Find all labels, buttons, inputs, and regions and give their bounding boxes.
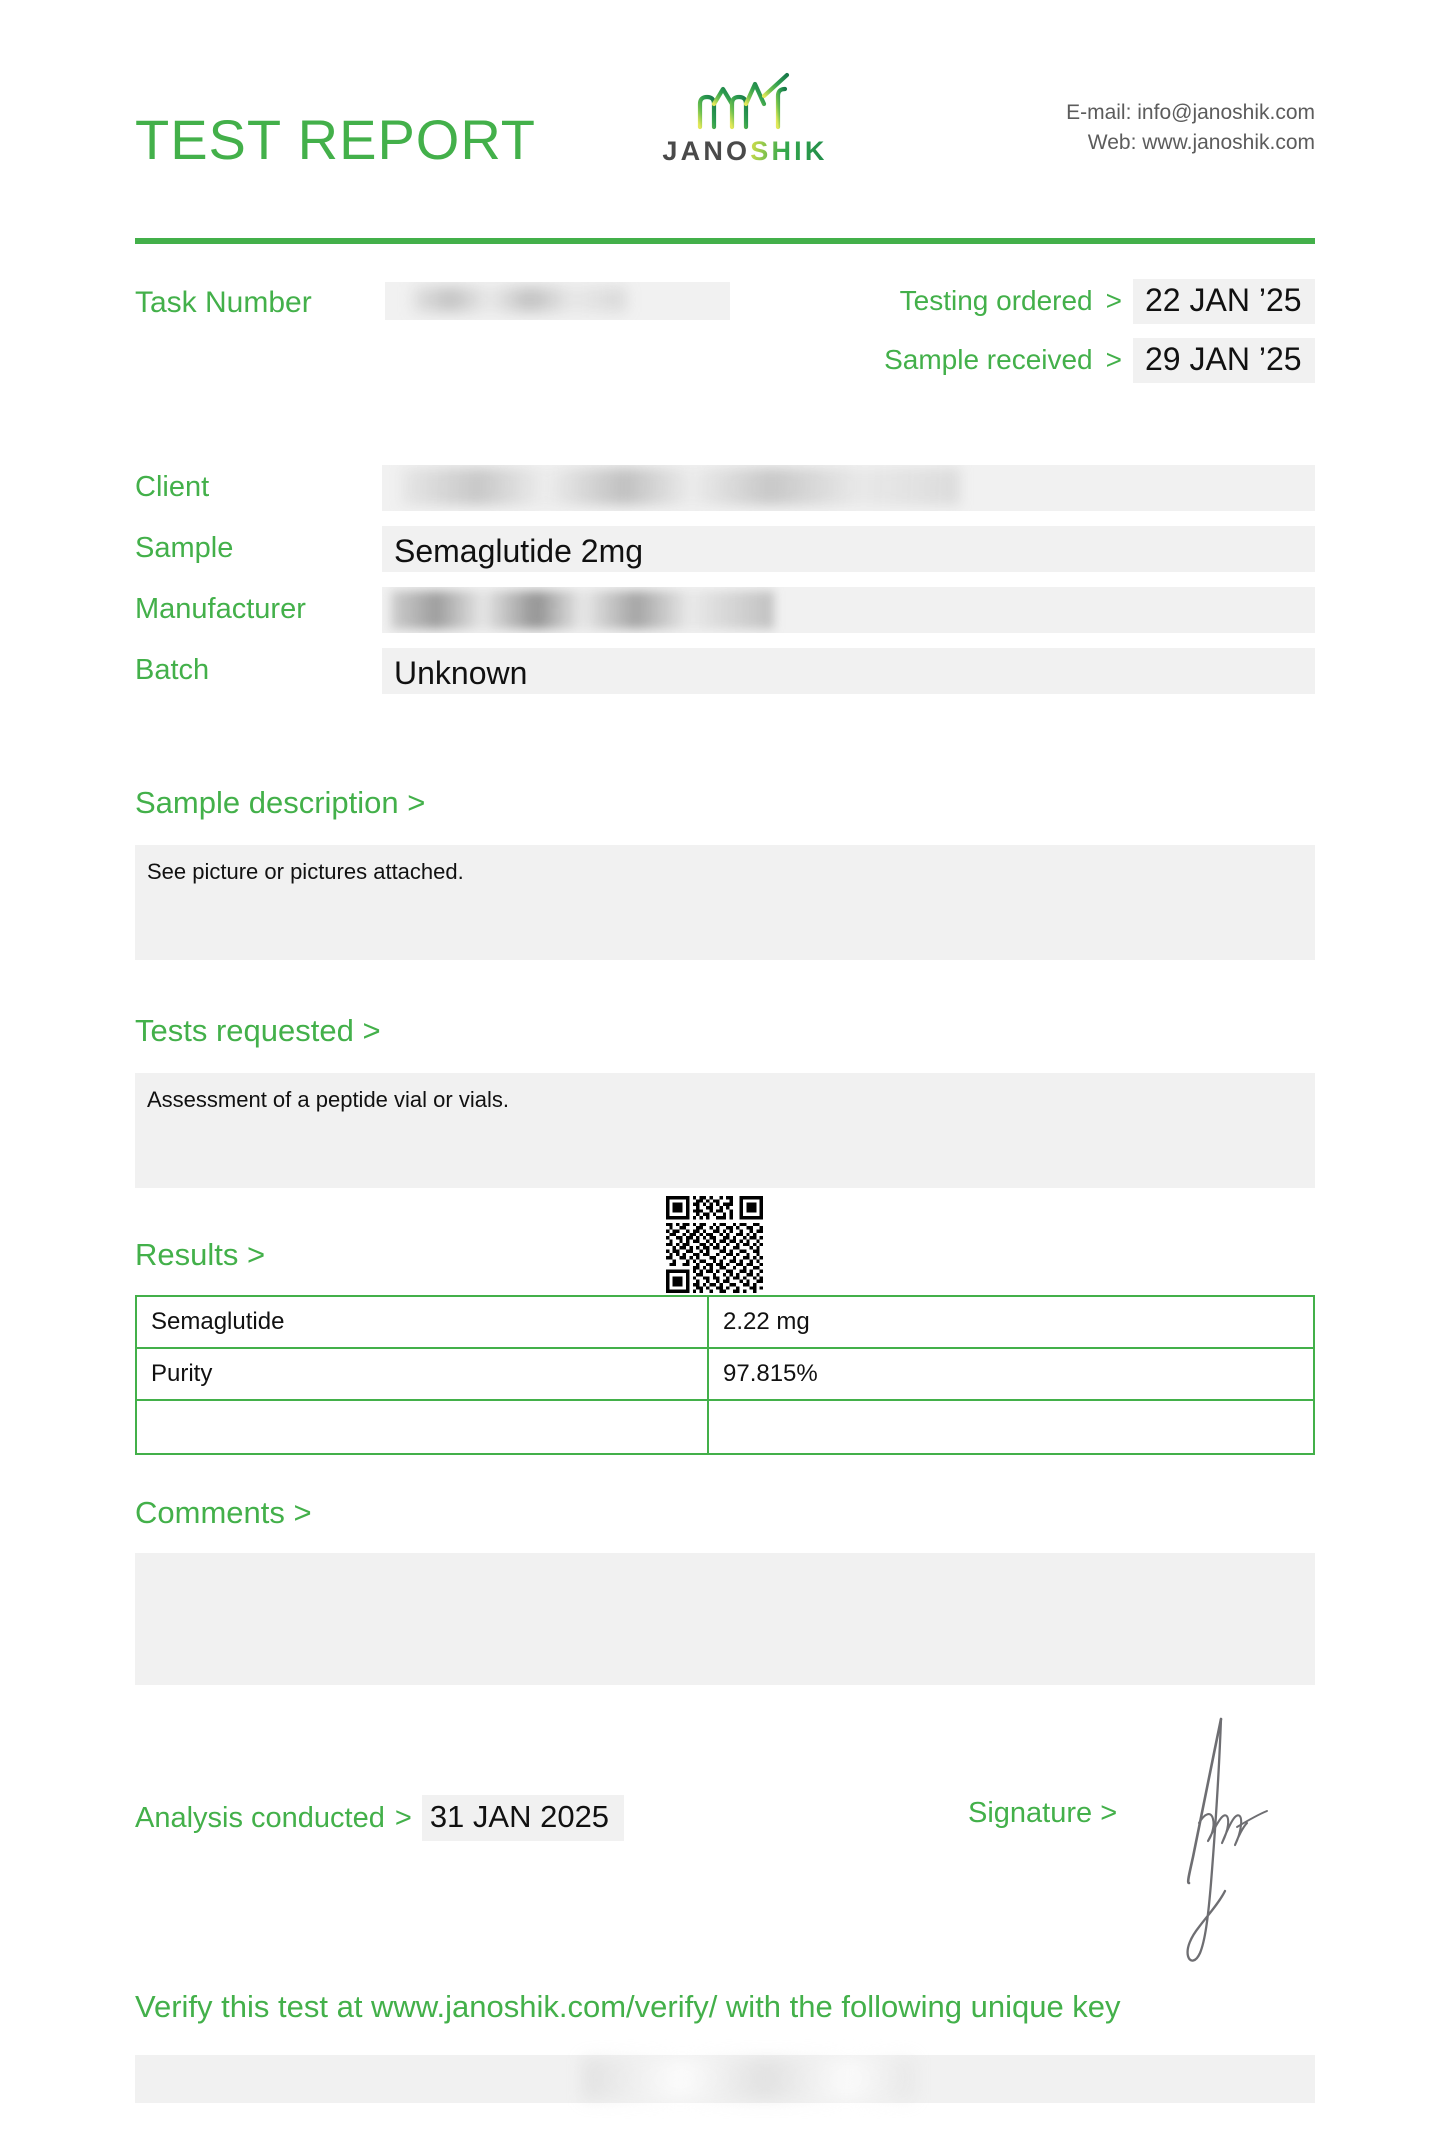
brand-word-green: SHIK [750,136,828,166]
sample-received-label: Sample received [884,344,1093,375]
contact-web: Web: www.janoshik.com [1087,131,1315,154]
sample-value: Semaglutide 2mg [382,526,1315,572]
qr-code-svg [666,1196,763,1293]
comments-text [135,1553,1315,1565]
result-name [136,1400,708,1454]
info-row-client [135,465,1315,526]
tests-requested-heading: Tests requested > [135,1013,381,1048]
results-heading: Results > [135,1237,266,1272]
batch-label: Batch [135,654,210,686]
info-row-manufacturer [135,587,1315,648]
results-table [135,1295,1315,1455]
page-title: TEST REPORT [135,108,537,171]
brand-word-dark: JANO [662,136,751,166]
qr-code-icon [666,1196,763,1293]
table-row [136,1296,1314,1348]
contact-email: E-mail: info@janoshik.com [1066,101,1315,124]
testing-ordered-label: Testing ordered [899,285,1093,316]
sample-description-box [135,845,1315,960]
comments-box [135,1553,1315,1685]
header-divider [135,238,1315,244]
sample-description-heading: Sample description > [135,785,426,820]
tests-requested-text: Assessment of a peptide vial or vials. [147,1087,509,1112]
signature-label: Signature > [968,1797,1118,1829]
chevron-right-icon: > [1105,344,1122,375]
chevron-right-icon: > [1105,285,1122,316]
brand-wordmark [630,136,860,166]
report-header [135,70,1315,210]
result-value [708,1400,1314,1454]
analysis-conducted-block [135,1795,624,1841]
handwritten-signature-icon [1175,1715,1325,1975]
mountain-chart-logo-icon [690,70,800,132]
info-row-sample [135,526,1315,587]
unique-key-value [135,2055,1315,2103]
contact-block [1066,98,1315,158]
client-label: Client [135,471,210,503]
testing-ordered-row [815,278,1315,324]
table-row [136,1348,1314,1400]
sample-info-block [135,465,1315,709]
info-row-batch [135,648,1315,709]
manufacturer-value [382,587,1315,633]
testing-ordered-value: 22 JAN ’25 [1133,279,1315,324]
task-number-value [385,282,730,320]
analysis-conducted-value: 31 JAN 2025 [422,1795,624,1841]
analysis-conducted-label: Analysis conducted [135,1801,385,1834]
sample-received-value: 29 JAN ’25 [1133,338,1315,383]
tests-requested-box [135,1073,1315,1188]
sample-received-row [815,337,1315,383]
signature-image [1175,1715,1325,1975]
sample-label: Sample [135,532,234,564]
sample-description-text: See picture or pictures attached. [147,859,464,884]
manufacturer-label: Manufacturer [135,593,306,625]
result-value: 2.22 mg [708,1296,1314,1348]
task-number-label: Task Number [135,286,312,319]
comments-heading: Comments > [135,1495,312,1530]
janoshik-logo [630,70,860,190]
verify-text: Verify this test at www.janoshik.com/verify/ with the following unique key [135,1989,1121,2024]
client-value [382,465,1315,511]
chevron-right-icon: > [394,1801,412,1834]
result-name: Semaglutide [136,1296,708,1348]
table-row [136,1400,1314,1454]
result-value: 97.815% [708,1348,1314,1400]
dates-block [815,278,1315,396]
result-name: Purity [136,1348,708,1400]
batch-value: Unknown [382,648,1315,694]
